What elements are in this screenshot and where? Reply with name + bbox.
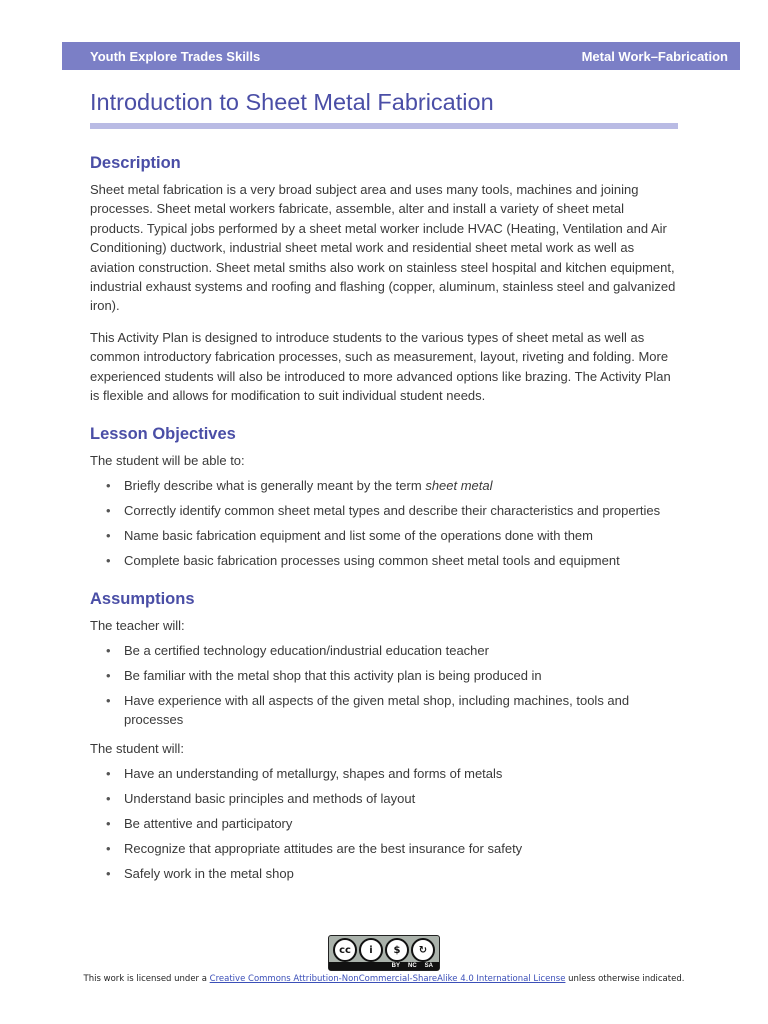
list-item-emphasis: sheet metal bbox=[425, 478, 493, 494]
list-item bbox=[90, 764, 680, 783]
objectives-list bbox=[90, 476, 680, 570]
bullet-icon: • bbox=[106, 866, 111, 882]
document-body bbox=[90, 152, 680, 883]
assumptions-section bbox=[90, 588, 680, 883]
bullet-icon: • bbox=[106, 528, 111, 544]
creative-commons-badge[interactable] bbox=[328, 935, 440, 971]
list-item bbox=[90, 691, 680, 729]
bullet-icon: • bbox=[106, 503, 111, 519]
description-paragraph-2: This Activity Plan is designed to introduce students to the various types of sheet metal as well as common introductory fabrication processes, such as measurement, layout, riveting and folding. More experienced students will also be introduced to more advanced options like brazing. The Activity Plan is flexible and allows for modification to suit individual student needs. bbox=[90, 329, 671, 404]
student-lead: The student will: bbox=[90, 741, 184, 757]
objectives-section bbox=[90, 423, 680, 570]
license-suffix: unless otherwise indicated. bbox=[565, 974, 685, 984]
list-item bbox=[90, 814, 680, 833]
teacher-lead: The teacher will: bbox=[90, 618, 185, 634]
license-link[interactable]: Creative Commons Attribution-NonCommercial-ShareAlike 4.0 International License bbox=[209, 974, 566, 984]
list-item bbox=[90, 839, 680, 858]
list-item-text: Understand basic principles and methods of layout bbox=[124, 791, 416, 807]
list-item-text: Safely work in the metal shop bbox=[124, 866, 294, 882]
list-item-text: Be a certified technology education/industrial education teacher bbox=[124, 643, 489, 659]
license-prefix: This work is licensed under a bbox=[83, 974, 210, 984]
list-item bbox=[90, 666, 680, 685]
description-heading: Description bbox=[90, 154, 181, 172]
teacher-list bbox=[90, 641, 680, 729]
bullet-icon: • bbox=[106, 693, 111, 709]
assumptions-heading: Assumptions bbox=[90, 590, 195, 609]
list-item bbox=[90, 551, 680, 570]
noncommercial-icon: $ bbox=[385, 938, 409, 962]
bullet-icon: • bbox=[106, 816, 111, 832]
list-item-text: Correctly identify common sheet metal types and describe their characteristics and properties bbox=[124, 503, 661, 519]
bullet-icon: • bbox=[106, 668, 111, 684]
list-item-text: Briefly describe what is generally meant by the term bbox=[124, 478, 426, 494]
objectives-lead: The student will be able to: bbox=[90, 453, 245, 469]
list-item-text: Have experience with all aspects of the given metal shop, including machines, tools and processes bbox=[124, 693, 630, 728]
list-item bbox=[90, 526, 680, 545]
list-item-text: Be familiar with the metal shop that this activity plan is being produced in bbox=[124, 668, 542, 684]
header-bar bbox=[62, 42, 740, 70]
list-item-text: Recognize that appropriate attitudes are the best insurance for safety bbox=[124, 841, 523, 857]
cc-by-label: BY bbox=[391, 963, 400, 969]
list-item bbox=[90, 864, 680, 883]
sharealike-icon: ↻ bbox=[411, 938, 435, 962]
student-list bbox=[90, 764, 680, 883]
bullet-icon: • bbox=[106, 766, 111, 782]
list-item bbox=[90, 476, 680, 495]
list-item bbox=[90, 501, 680, 520]
list-item bbox=[90, 789, 680, 808]
description-section bbox=[90, 152, 680, 405]
list-item-text: Name basic fabrication equipment and list some of the operations done with them bbox=[124, 528, 593, 544]
license-notice bbox=[0, 974, 768, 984]
attribution-icon: i bbox=[359, 938, 383, 962]
bullet-icon: • bbox=[106, 841, 111, 857]
cc-license-strip bbox=[329, 962, 439, 970]
cc-sa-label: SA bbox=[424, 963, 433, 969]
header-left-text: Youth Explore Trades Skills bbox=[90, 48, 261, 64]
header-right-text: Metal Work–Fabrication bbox=[581, 48, 728, 64]
footer bbox=[0, 935, 768, 984]
cc-nc-label: NC bbox=[407, 963, 417, 969]
objectives-heading: Lesson Objectives bbox=[90, 425, 236, 444]
list-item bbox=[90, 641, 680, 660]
list-item-text: Complete basic fabrication processes using common sheet metal tools and equipment bbox=[124, 553, 620, 569]
list-item-text: Be attentive and participatory bbox=[124, 816, 293, 832]
title-divider bbox=[90, 123, 678, 129]
bullet-icon: • bbox=[106, 478, 111, 494]
bullet-icon: • bbox=[106, 643, 111, 659]
cc-icon: cc bbox=[333, 938, 357, 962]
bullet-icon: • bbox=[106, 553, 111, 569]
bullet-icon: • bbox=[106, 791, 111, 807]
page-title: Introduction to Sheet Metal Fabrication bbox=[90, 89, 494, 115]
description-paragraph-1: Sheet metal fabrication is a very broad subject area and uses many tools, machines and joining processes. Sheet metal workers fabricate, assemble, alter and install a variety of sheet metal products. Typical jobs performed by a sheet metal worker include HVAC (Heating, Ventilation and Air Conditioning) ductwork, industrial sheet metal work and residential sheet metal work as well as aviation construction. Sheet metal smiths also work on stainless steel hospital and kitchen equipment, industrial exhaust systems and roofing and flashing (copper, aluminum, stainless steel and galvanized iron). bbox=[90, 182, 676, 314]
list-item-text: Have an understanding of metallurgy, shapes and forms of metals bbox=[124, 766, 503, 782]
